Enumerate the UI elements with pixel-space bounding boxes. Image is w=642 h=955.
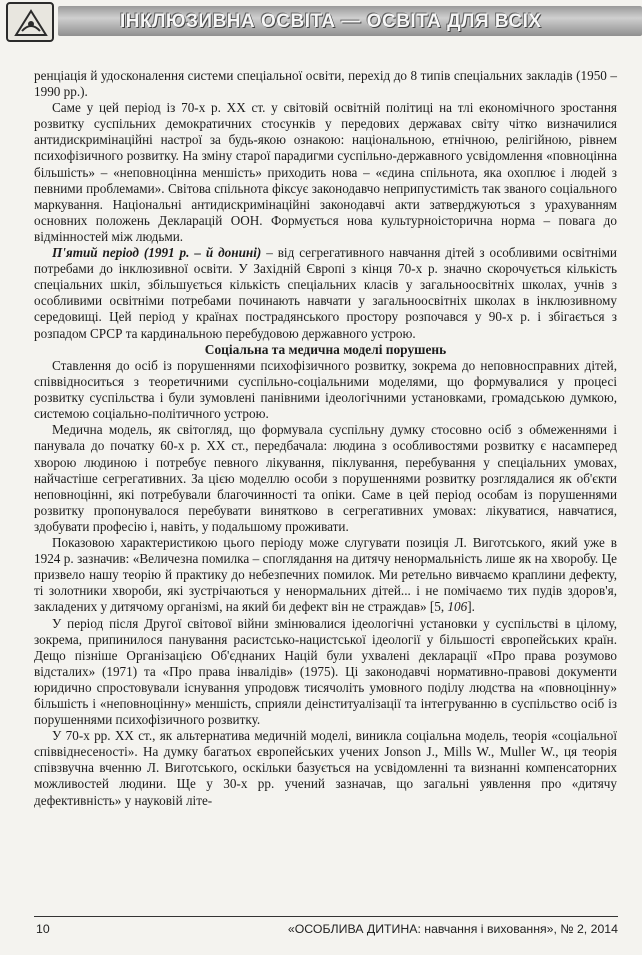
section-header-title: ІНКЛЮЗИВНА ОСВІТА — ОСВІТА ДЛЯ ВСІХ (120, 11, 542, 32)
page-header (0, 0, 642, 44)
period-heading: П'ятий період (1991 р. – й донині) (52, 245, 262, 261)
journal-logo-icon (6, 2, 54, 42)
paragraph: У 70-х рр. XX ст., як альтернатива медичній моделі, виникла соціальна модель, теорія «соціальної співвіднесеності». На думку багатьох європейських учених Jonson J., Mills W., Muller W., ця теорія співзвучна вченню Л. Виготського, оскільки базується на усвідомленні та визнанні компенсаторних можливостей людини. Ще у 30-х рр. учений зазначав, що загальні уявлення про «дитячу дефективність» у науковій літе- (34, 728, 617, 808)
paragraph (34, 535, 617, 615)
page-number: 10 (36, 922, 50, 936)
footer-divider (34, 916, 618, 917)
quote-text: Показовою характеристикою цього періоду може слугувати позиція Л. Виготського, який уже в 1924 р. зазначив: «Величезна помилка – споглядання на дитячу ненормальність лише як на хворобу. Це призвело нашу теорію й практику до небезпечних помилок. Ми ретельно вивчаємо краплини дефекту, ті золотники хвороби, які зустрічаються у ненормальних дітей... і не помічаємо тих пудів здоров'я, закладених у дитячому організмі, на який би дефект він не страждав» [5, (34, 535, 617, 615)
citation-page: 106 (447, 599, 468, 615)
paragraph: Саме у цей період із 70-х р. XX ст. у світовій освітній політиці на тлі економічного зростання розвитку суспільних демократичних стосунків у передових державах світу чітко визначилися антидискримінаційні настрої за будь-якою ознакою: національною, етнічною, релігійною, рівнем психофізичного розвитку. На зміну старої парадигми суспільно-державного усвідомлення «повноцінна більшість» – «неповноцінна меншість» приходить нова – «єдина спільнота, яка охоплює і людей з певними проблемами». Світова спільнота фіксує законодавчо неприпустимість так званого соціального маркування. Національні антидискримінаційні законодавчі акти затверджуються з урахуванням основних положень Декларацій ООН. Формується нова культурноісторична норма – повага до відмінностей між людьми. (34, 100, 617, 244)
quote-end: ]. (467, 599, 475, 615)
journal-name: «ОСОБЛИВА ДИТИНА: навчання і виховання», № 2, 2014 (287, 922, 618, 936)
paragraph: Ставлення до осіб із порушеннями психофізичного розвитку, зокрема до неповносправних дітей, співвідноситься з теоретичними суспільно-соціальними моделями, що формувалися у процесі розвитку суспільства і були зумовлені панівними ідеологічними установками, громадською думкою, системою соціально-політичного устрою. (34, 358, 617, 422)
paragraph: ренціація й удосконалення системи спеціальної освіти, перехід до 8 типів спеціальних закладів (1950 – 1990 рр.). (34, 68, 617, 100)
paragraph (34, 245, 617, 342)
paragraph-text: – від сегрегативного навчання дітей з особливими освітніми потребами до інклюзивної освіти. У Західній Європі з кінця 70-х р. значно скорочується кількість спеціальних шкіл, збільшується кількість спеціальних класів у загальноосвітніх школах, учнів з особливими освітніми потребами починають навчати у загальноосвітніх школах в інклюзивному середовищі. Цей період у країнах пострадянського простору розпочався у 90-х р. і збігається з розпадом СРСР та кардинальною перебудовою державного устрою. (34, 245, 617, 341)
paragraph: У період після Другої світової війни змінювалися ідеологічні установки у суспільстві в цілому, зокрема, припинилося панування расистсько-нацистської ідеології у більшості європейських країн. Дещо пізніше Організацією Об'єднаних Націй були ухвалені декларації «Про права розумово відсталих» (1971) та «Про права інвалідів» (1975). Ці законодавчі нормативно-правові документи юридично спростовували існування упродовж тисячоліть умовного поділу людства на «повноцінну» більшість і «неповноцінну» меншість, сприяли деінституалізації та інтегруванню в суспільство осіб із порушеннями психофізичного розвитку. (34, 615, 617, 728)
paragraph: Медична модель, як світогляд, що формувала суспільну думку стосовно осіб з обмеженнями і панувала до початку 60-х р. XX ст., передбачала: людина з особливостями розвитку є насамперед хворою людиною і потребує певного лікування, піклування, перебування у спеціальних умовах, найчастіше сегрегативних. За цією моделлю особи з порушеннями розвитку розглядалися як об'єкти неповноцінні, які потребували благочинності та опіки. Саме в цей період особам із порушеннями розвитку пропонувалося перебувати винятково в сегрегативних умовах: лікуватися, навчатися, здобувати професію і, навіть, у подальшому проживати. (34, 422, 617, 534)
article-body (34, 68, 617, 809)
section-title: Соціальна та медична моделі порушень (204, 341, 447, 357)
